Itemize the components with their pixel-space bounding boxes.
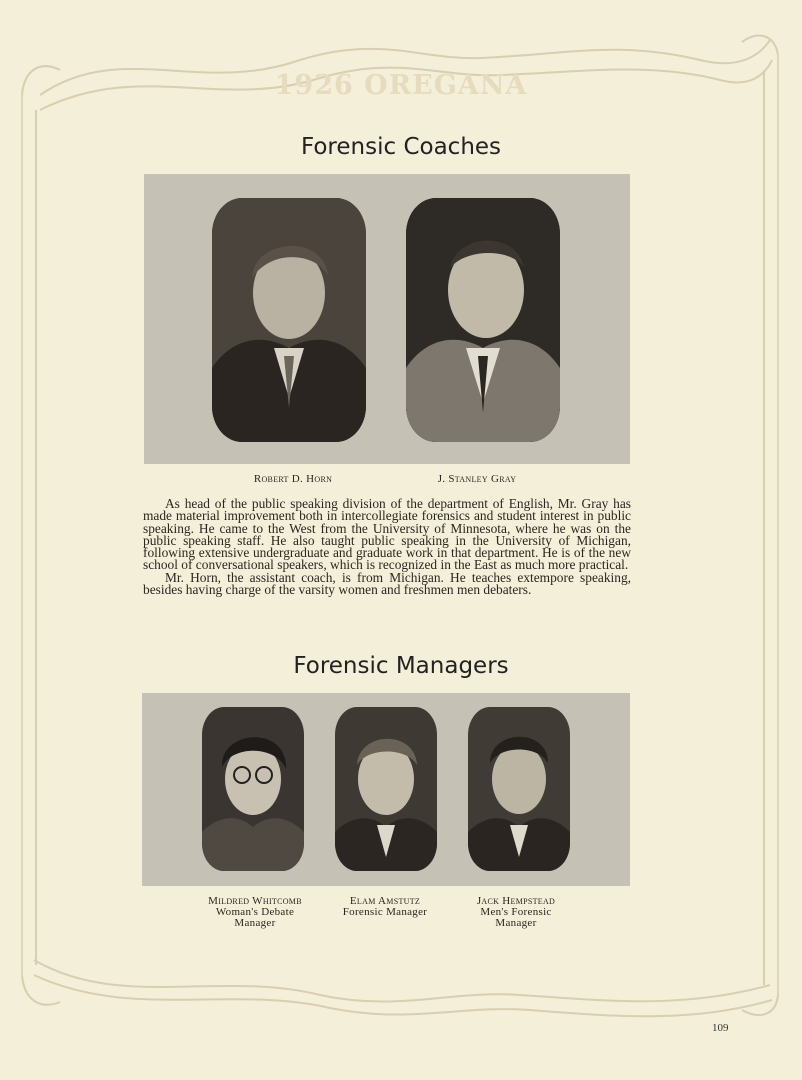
caption-stanley-gray: J. Stanley Gray	[437, 473, 517, 485]
manager-role: Men's Forensic	[480, 906, 552, 918]
man-portrait-icon	[335, 707, 437, 871]
manager-name: Jack Hempstead	[476, 895, 556, 907]
section-title-coaches: Forensic Coaches	[300, 134, 502, 160]
manager-name: Elam Amstutz	[349, 895, 421, 907]
caption-elam-amstutz	[310, 896, 460, 918]
manager-name: Mildred Whitcomb	[208, 895, 302, 907]
masthead: 1926 OREGANA	[274, 70, 528, 101]
caption-jack-hempstead	[441, 896, 591, 929]
manager-role: Forensic Manager	[342, 906, 428, 918]
manager-role: Woman's Debate	[215, 906, 295, 918]
portrait-robert-horn	[212, 198, 366, 442]
portrait-stanley-gray	[406, 198, 560, 442]
portrait-mildred-whitcomb	[202, 707, 304, 871]
caption-mildred-whitcomb	[180, 896, 330, 929]
page-number: 109	[712, 1022, 729, 1034]
manager-role: Manager	[234, 917, 276, 929]
paragraph-gray: As head of the public speaking division of the department of English, Mr. Gray has made material improvement both in intercollegiate forensics and student interest in public speaking. He came to the West from the University of Minnesota, where he was on the public speaking staff. He also taught public speaking in the University of Michigan, following extensive undergraduate and graduate work in that department. He is of the new school of conversational speakers, which is recognized in the East as much more practical.	[143, 496, 631, 573]
section-title-managers: Forensic Managers	[293, 653, 509, 679]
man-portrait-icon	[468, 707, 570, 871]
coaches-description	[143, 498, 631, 596]
manager-role: Manager	[495, 917, 537, 929]
man-portrait-icon	[406, 198, 560, 442]
coaches-photo-panel	[144, 174, 630, 464]
paragraph-horn: Mr. Horn, the assistant coach, is from Michigan. He teaches extempore speaking, besides having charge of the varsity women and freshmen men debaters.	[143, 569, 631, 598]
portrait-elam-amstutz	[335, 707, 437, 871]
woman-portrait-icon	[202, 707, 304, 871]
portrait-jack-hempstead	[468, 707, 570, 871]
caption-robert-horn: Robert D. Horn	[253, 473, 333, 485]
managers-photo-panel	[142, 693, 630, 886]
man-portrait-icon	[212, 198, 366, 442]
